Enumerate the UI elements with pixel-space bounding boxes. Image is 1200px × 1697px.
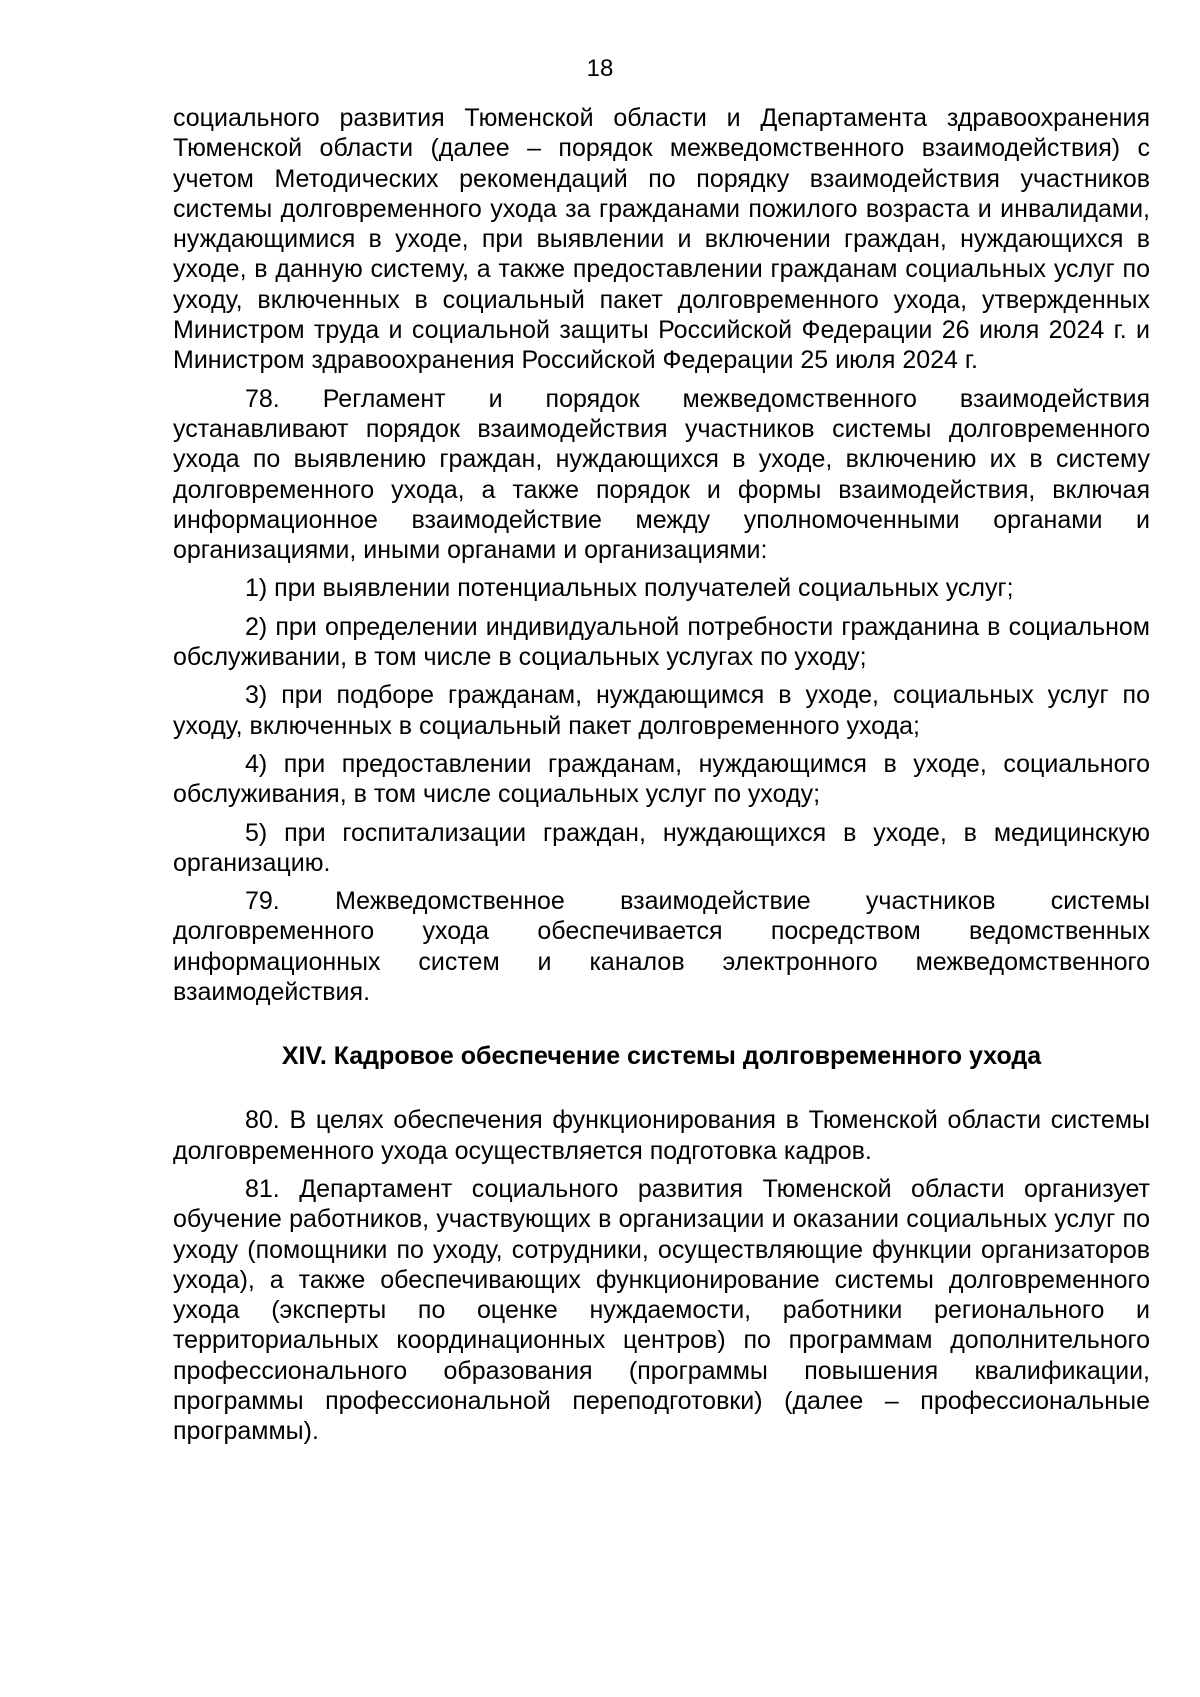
paragraph-continuation: социального развития Тюменской области и Департамента здравоохранения Тюменской области (далее – порядок межведомственного взаимодействия) с учетом Методических рекомендаций по порядку взаимодействия участников системы долговременного ухода за гражданами пожилого возраста и инвалидами, нуждающимися в уходе, при выявлении и включении граждан, нуждающихся в уходе, в данную систему, а также предоставлении гражданам социальных услуг по уходу, включенных в социальный пакет долговременного ухода, утвержденных Министром труда и социальной защиты Российской Федерации 26 июля 2024 г. и Министром здравоохранения Российской Федерации 25 июля 2024 г. <box>173 104 1150 375</box>
document-body <box>173 103 1150 1455</box>
paragraph-79: 79. Межведомственное взаимодействие участников системы долговременного ухода обеспечивается посредством ведомственных информационных систем и каналов электронного межведомственного взаимодействия. <box>173 887 1150 1007</box>
list-item-2: 2) при определении индивидуальной потребности гражданина в социальном обслуживании, в том числе в социальных услугах по уходу; <box>173 612 1150 672</box>
paragraph-78: 78. Регламент и порядок межведомственного взаимодействия устанавливают порядок взаимодействия участников системы долговременного ухода по выявлению граждан, нуждающихся в уходе, включению их в систему долговременного ухода, а также порядок и формы взаимодействия, включая информационное взаимодействие между уполномоченными органами и организациями, иными органами и организациями: <box>173 384 1150 565</box>
list-item-4: 4) при предоставлении гражданам, нуждающимся в уходе, социального обслуживания, в том числе социальных услуг по уходу; <box>173 749 1150 809</box>
paragraph-80: 80. В целях обеспечения функционирования в Тюменской области системы долговременного ухода осуществляется подготовка кадров. <box>173 1106 1150 1165</box>
section-heading: XIV. Кадровое обеспечение системы долговременного ухода <box>281 1042 1042 1071</box>
list-item-1: 1) при выявлении потенциальных получателей социальных услуг; <box>245 574 1014 603</box>
paragraph-81: 81. Департамент социального развития Тюменской области организует обучение работников, участвующих в организации и оказании социальных услуг по уходу (помощники по уходу, сотрудники, осуществляющие функции организаторов ухода), а также обеспечивающих функционирование системы долговременного ухода (эксперты по оценке нуждаемости, работники регионального и территориальных координационных центров) по программам дополнительного профессионального образования (программы повышения квалификации, программы профессиональной переподготовки) (далее – профессиональные программы). <box>173 1174 1150 1446</box>
list-item-5: 5) при госпитализации граждан, нуждающихся в уходе, в медицинскую организацию. <box>173 818 1150 877</box>
page-number: 18 <box>586 55 614 82</box>
list-item-3: 3) при подборе гражданам, нуждающимся в уходе, социальных услуг по уходу, включенных в социальный пакет долговременного ухода; <box>173 681 1150 740</box>
